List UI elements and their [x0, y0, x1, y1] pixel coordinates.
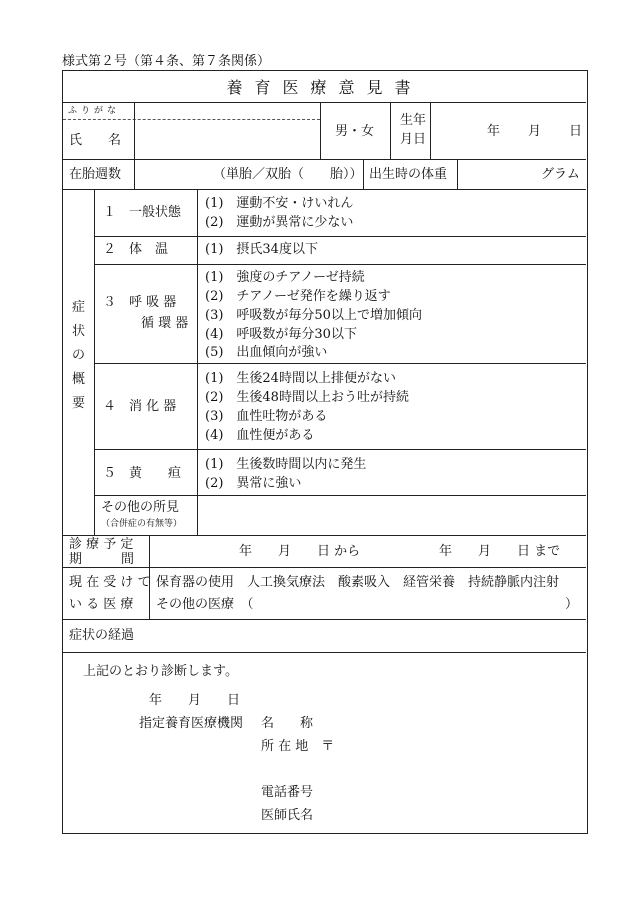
symptom-item[interactable]: (4) 血性便がある	[205, 428, 315, 443]
category-circulatory: 循 環 器	[141, 316, 189, 331]
other-findings-field[interactable]	[198, 496, 585, 534]
symptom-item[interactable]: (5) 出血傾向が強い	[205, 345, 328, 360]
rule	[94, 189, 95, 535]
diagnosis-date[interactable]: 年 月 日	[149, 693, 241, 708]
rule	[63, 189, 586, 190]
progress-field[interactable]	[153, 620, 585, 651]
period-label-line1: 診 療 予 定	[69, 537, 134, 552]
progress-label: 症状の経過	[69, 628, 135, 643]
doctor-name-label: 医師氏名	[261, 808, 314, 823]
form-title: 養育医療意見書	[226, 78, 423, 97]
furigana-label: ふりがな	[68, 106, 121, 116]
institution-label: 指定養育医療機関	[139, 716, 244, 731]
current-care-label-line2: い る 医 療	[69, 597, 134, 612]
rule	[63, 102, 586, 103]
rule	[197, 189, 198, 535]
gram-unit: グラム	[541, 167, 580, 182]
category-temperature: ２ 体 温	[103, 242, 169, 257]
symptom-item[interactable]: (1) 強度のチアノーゼ持続	[205, 270, 365, 285]
other-findings-sub: （合併症の有無等）	[101, 519, 183, 529]
rule	[63, 567, 586, 568]
symptom-item[interactable]: (1) 生後24時間以上排便がない	[205, 371, 396, 386]
name-field[interactable]	[135, 120, 319, 158]
symptom-item[interactable]: (4) 呼吸数が毎分30以下	[205, 327, 357, 342]
current-care-label-line1: 現 在 受 け て	[69, 575, 151, 590]
rule	[94, 449, 586, 450]
rule	[363, 159, 364, 189]
symptom-item[interactable]: (2) 異常に強い	[205, 476, 302, 491]
symptom-item[interactable]: (2) 生後48時間以上おう吐が持続	[205, 390, 409, 405]
rule	[320, 102, 321, 159]
symptom-item[interactable]: (2) チアノーゼ発作を繰り返す	[205, 289, 391, 304]
symptom-side-char: の	[72, 348, 86, 363]
sex-label[interactable]: 男・女	[335, 124, 375, 139]
symptom-side-char: 状	[72, 324, 86, 339]
symptom-item[interactable]: (1) 生後数時間以内に発生	[205, 457, 367, 472]
current-care-other[interactable]: その他の医療 （	[156, 597, 254, 612]
symptom-item[interactable]: (2) 運動が異常に少ない	[205, 215, 354, 230]
gestation-label: 在胎週数	[69, 167, 122, 182]
name-label: 氏 名	[69, 133, 122, 148]
symptom-item[interactable]: (3) 血性吐物がある	[205, 409, 328, 424]
current-care-other-close: ）	[565, 597, 579, 612]
period-from[interactable]: 年 月 日 から	[239, 544, 361, 559]
symptom-side-char: 症	[72, 300, 86, 315]
birth-label-line1: 生年	[400, 113, 427, 128]
rule	[63, 652, 586, 653]
category-respiratory: ３ 呼 吸 器	[103, 295, 177, 310]
form-caption: 様式第２号（第４条、第７条関係）	[62, 54, 271, 69]
rule	[94, 363, 586, 364]
other-findings-label: その他の所見	[101, 500, 180, 515]
birth-weight-label: 出生時の体重	[369, 167, 448, 182]
symptom-item[interactable]: (1) 摂氏34度以下	[205, 242, 318, 257]
rule	[457, 159, 458, 189]
symptom-side-char: 要	[72, 396, 86, 411]
period-label-line2: 期 間	[69, 552, 135, 567]
twin-text: （単胎／双胎（ 胎））	[213, 167, 363, 182]
birth-label-line2: 月日	[400, 132, 427, 147]
rule	[63, 535, 586, 536]
phone-label: 電話番号	[261, 785, 314, 800]
rule	[390, 102, 391, 159]
current-care-options[interactable]: 保育器の使用 人工換気療法 酸素吸入 経管栄養 持続静脈内注射	[156, 575, 560, 590]
period-to[interactable]: 年 月 日 まで	[439, 544, 561, 559]
birth-month: 月	[528, 124, 542, 139]
symptom-item[interactable]: (1) 運動不安・けいれん	[205, 196, 354, 211]
rule	[94, 236, 586, 237]
category-general: １ 一般状態	[103, 205, 182, 220]
symptom-item[interactable]: (3) 呼吸数が毎分50以上で増加傾向	[205, 308, 422, 323]
symptom-side-char: 概	[72, 372, 86, 387]
institution-name-label: 名 称	[261, 716, 314, 731]
opinion-form	[62, 70, 588, 834]
birth-year: 年	[487, 124, 501, 139]
category-digestive: ４ 消 化 器	[103, 399, 177, 414]
rule	[430, 102, 431, 159]
category-jaundice: ５ 黄 疸	[103, 466, 182, 481]
diagnosis-statement: 上記のとおり診断します。	[83, 664, 238, 679]
rule	[63, 159, 586, 160]
rule	[134, 159, 135, 189]
rule	[94, 264, 586, 265]
birth-day: 日	[569, 124, 583, 139]
institution-address-label: 所 在 地 〒	[261, 739, 335, 754]
